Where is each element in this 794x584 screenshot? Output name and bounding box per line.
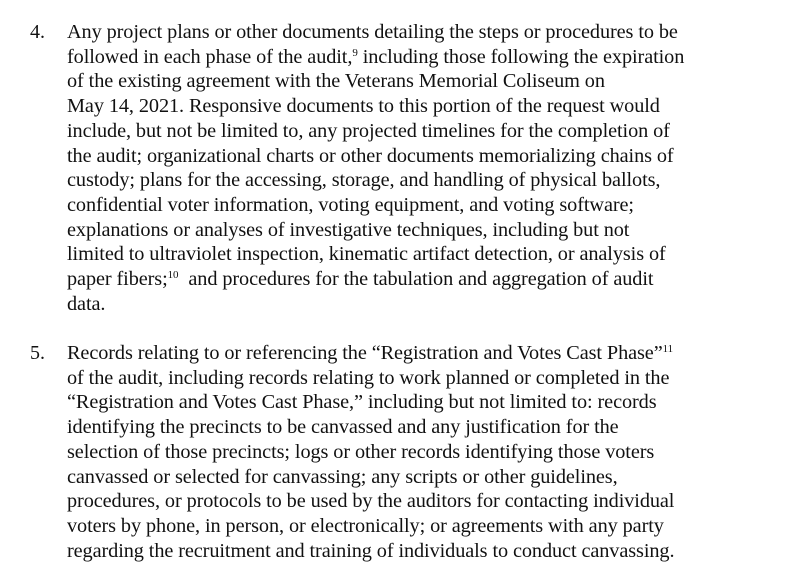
item-number: 4.	[30, 21, 45, 43]
text-line: procedures, or protocols to be used by the auditors for contacting individual	[67, 490, 675, 513]
text-line: selection of those precincts; logs or other records identifying those voters	[67, 440, 655, 463]
text-line: canvassed or selected for canvassing; any scripts or other guidelines,	[67, 465, 618, 488]
text-line: confidential voter information, voting equipment, and voting software;	[67, 193, 634, 216]
text-line: regarding the recruitment and training of individuals to conduct canvassing.	[67, 539, 675, 562]
text-line: voters by phone, in person, or electronically; or agreements with any party	[67, 514, 664, 537]
text-line: explanations or analyses of investigative techniques, including but not	[67, 218, 630, 241]
text-line: the audit; organizational charts or other documents memorializing chains of	[67, 144, 674, 167]
text-line: Any project plans or other documents detailing the steps or procedures to be	[67, 21, 678, 43]
footnote-ref-9[interactable]: 9	[352, 46, 358, 59]
footnote-ref-10[interactable]: 10	[167, 269, 179, 281]
text-line: “Registration and Votes Cast Phase,” including but not limited to: records	[67, 391, 657, 414]
text-line: May 14, 2021. Responsive documents to this portion of the request would	[67, 95, 660, 118]
text-line: of the audit, including records relating to work planned or completed in the	[67, 366, 670, 389]
text-line: data.	[67, 292, 106, 315]
text-line: identifying the precincts to be canvassed and any justification for the	[67, 416, 619, 439]
text-line: custody; plans for the accessing, storage, and handling of physical ballots,	[67, 169, 661, 192]
text-line: include, but not be limited to, any projected timelines for the completion of	[67, 119, 670, 142]
text-line: paper fibers;$^{10}$ and procedures for the tabulation and aggregation of audit	[67, 268, 654, 290]
text-line: Records relating to or referencing the “Registration and Votes Cast Phase”$^{11}$	[67, 342, 674, 364]
text-line: of the existing agreement with the Veterans Memorial Coliseum on	[67, 70, 605, 93]
footnote-ref-11[interactable]: 11	[662, 343, 674, 355]
item-number: 5.	[30, 342, 45, 364]
text-line: followed in each phase of the audit,$^9$ including those following the expiration	[67, 45, 685, 68]
text-line: limited to ultraviolet inspection, kinematic artifact detection, or analysis of	[67, 243, 666, 266]
